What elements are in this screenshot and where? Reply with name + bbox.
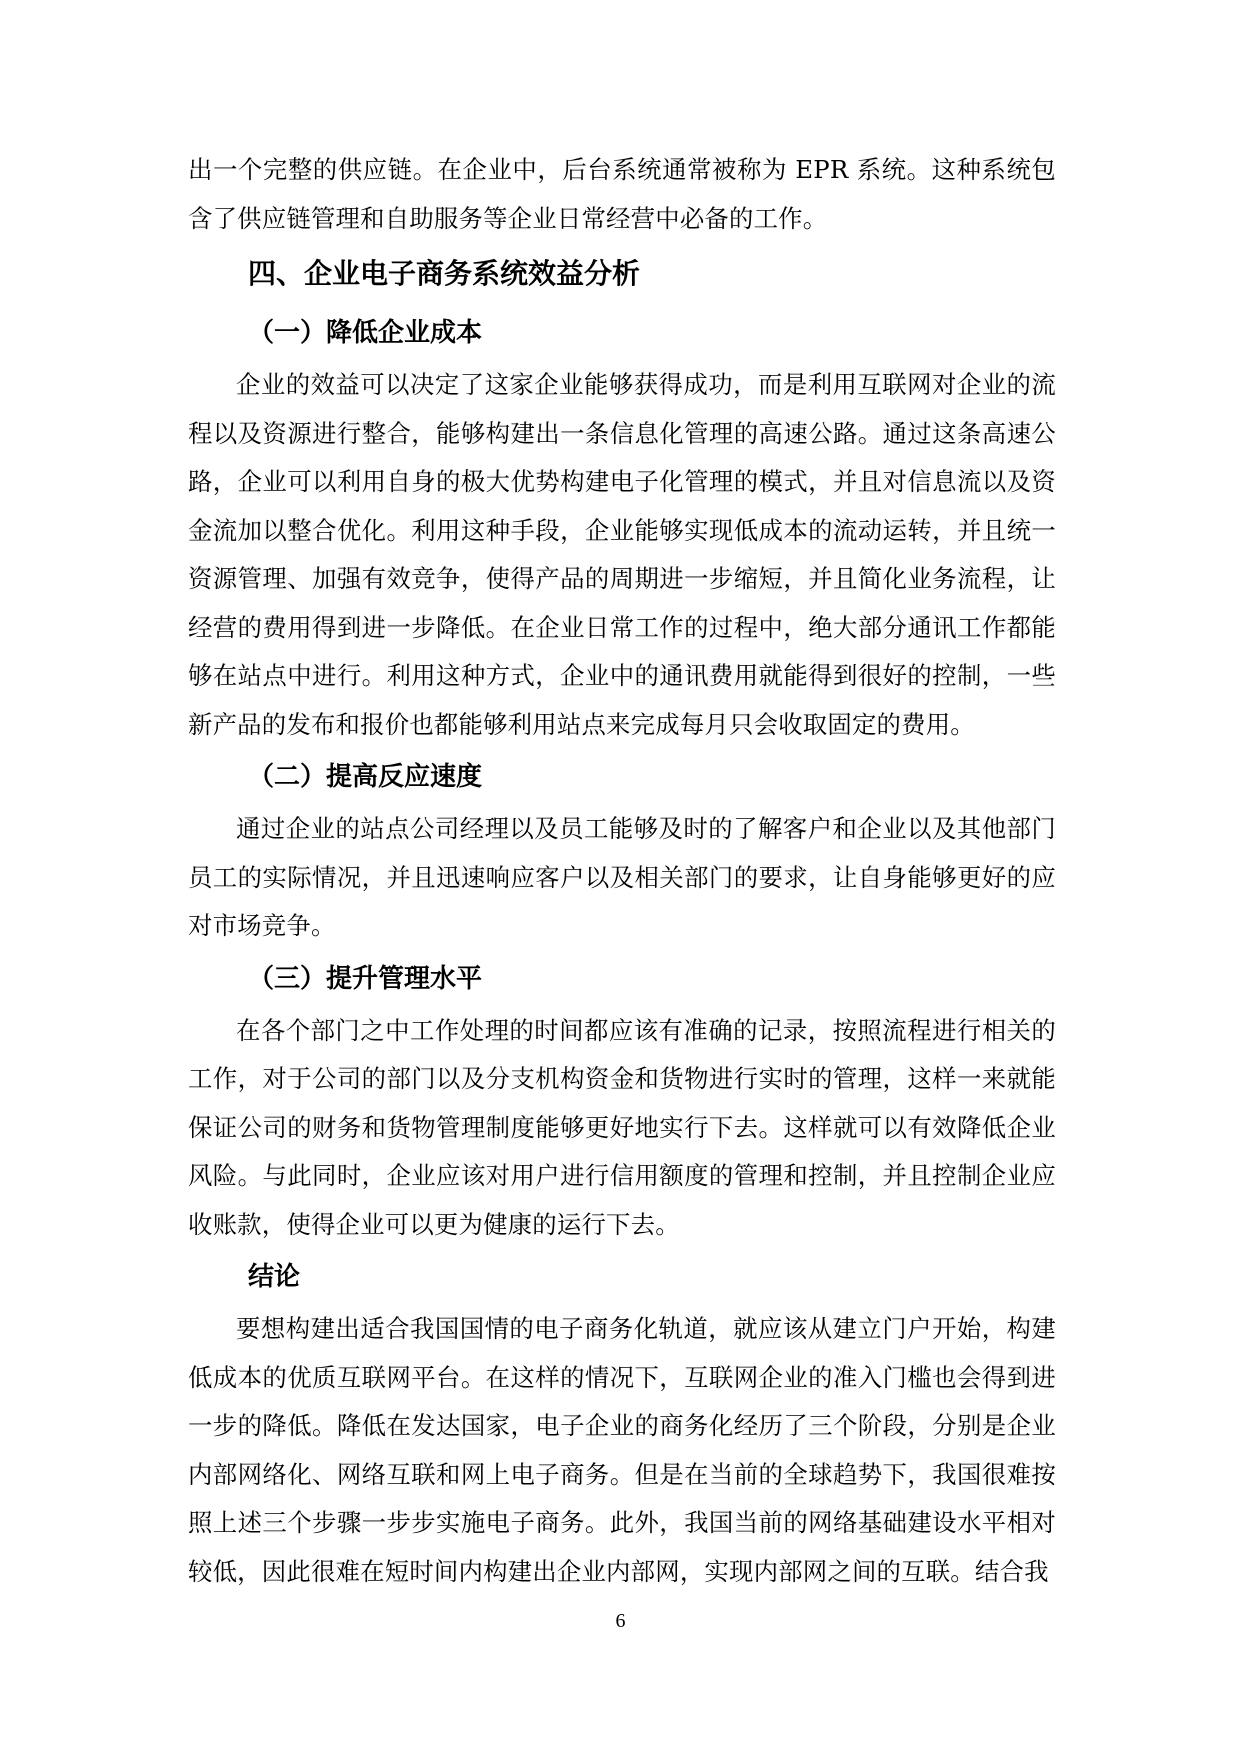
paragraph-management-level: 在各个部门之中工作处理的时间都应该有准确的记录，按照流程进行相关的工作，对于公司的部门以及分支机构资金和货物进行实时的管理，这样一来就能保证公司的财务和货物管理制度能够更好地实行下去。这样就可以有效降低企业风险。与此同时，企业应该对用户进行信用额度的管理和控制，并且控制企业应收账款，使得企业可以更为健康的运行下去。 xyxy=(188,1015,1056,1239)
page-number: 6 xyxy=(615,1610,626,1632)
subsection-heading-1: （一）降低企业成本 xyxy=(248,318,483,348)
page-body xyxy=(188,146,1056,1596)
paragraph-conclusion: 要想构建出适合我国国情的电子商务化轨道，就应该从建立门户开始，构建低成本的优质互联网平台。在这样的情况下，互联网企业的准入门槛也会得到进一步的降低。降低在发达国家，电子企业的商务化经历了三个阶段，分别是企业内部网络化、网络互联和网上电子商务。但是在当前的全球趋势下，我国很难按照上述三个步骤一步步实施电子商务。此外，我国当前的网络基础建设水平相对较低，因此很难在短时间内构建出企业内部网，实现内部网之间的互联。结合我 xyxy=(188,1314,1056,1586)
paragraph-reduce-costs: 企业的效益可以决定了这家企业能够获得成功，而是利用互联网对企业的流程以及资源进行整合，能够构建出一条信息化管理的高速公路。通过这条高速公路，企业可以利用自身的极大优势构建电子化管理的模式，并且对信息流以及资金流加以整合优化。利用这种手段，企业能够实现低成本的流动运转，并且统一资源管理、加强有效竞争，使得产品的周期进一步缩短，并且简化业务流程，让经营的费用得到进一步降低。在企业日常工作的过程中，绝大部分通讯工作都能够在站点中进行。利用这种方式，企业中的通讯费用就能得到很好的控制，一些新产品的发布和报价也都能够利用站点来完成每月只会收取固定的费用。 xyxy=(188,370,1056,739)
section-heading: 四、企业电子商务系统效益分析 xyxy=(248,257,641,290)
conclusion-heading: 结论 xyxy=(248,1262,301,1292)
subsection-heading-3: （三）提升管理水平 xyxy=(248,963,483,994)
paragraph-response-speed: 通过企业的站点公司经理以及员工能够及时的了解客户和企业以及其他部门员工的实际情况，并且迅速响应客户以及相关部门的要求，让自身能够更好的应对市场竞争。 xyxy=(188,814,1056,940)
subsection-heading-2: （二）提高反应速度 xyxy=(248,762,483,792)
paragraph-continued: 出一个完整的供应链。在企业中，后台系统通常被称为 EPR 系统。这种系统包含了供应链管理和自助服务等企业日常经营中必备的工作。 xyxy=(188,155,1056,233)
